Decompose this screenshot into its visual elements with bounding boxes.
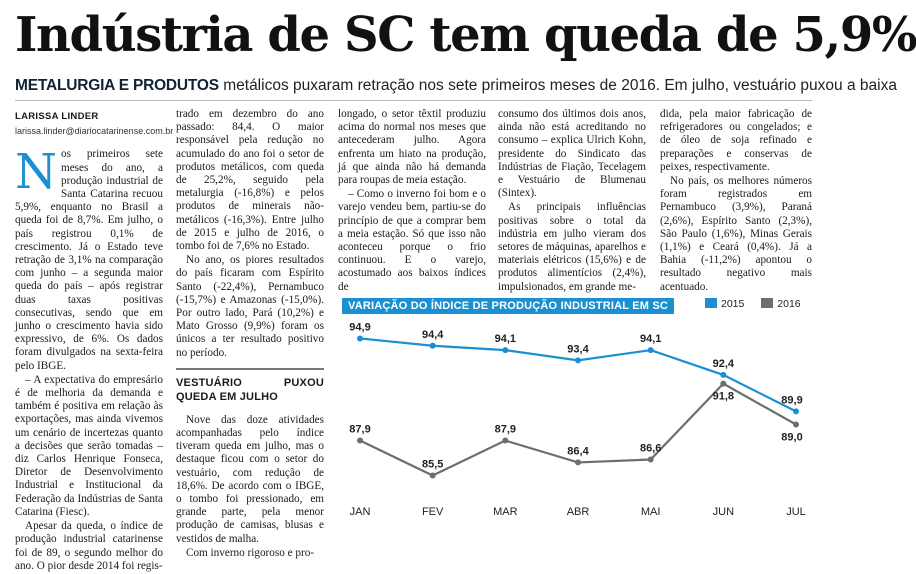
article-paragraph: Nove das doze atividades acompanhadas pelo índice tiveram queda em julho, mas o destaque ficou com o setor do vestuário, com redução de 18,6%. De acordo com o IBGE, o tombo foi pressionado, em grande parte, pela menor produção de camisas, blusas e vestidos de malha. [176,413,324,545]
article-paragraph: As principais influências positivas sobre o total da indústria em julho vieram dos setores de máquinas, aparelhos e materiais elétricos (15,6%) e de produtos alimentícios (2,4%), impulsionados, em grande me- [498,201,646,293]
data-label-2016: 89,0 [781,431,803,444]
article-paragraph: No ano, os piores resultados do país ficaram com Espírito Santo (-22,4%), Pernambuco (-15,7%) e Amazonas (-15,0%). Por outro lado, Pará (10,2%) e Mato Grosso (9,9%) foram os únicos a ter resultado positivo no período. [176,254,324,359]
data-point-2016 [648,457,654,463]
data-label-2016: 91,8 [712,390,735,403]
data-label-2016: 87,9 [349,423,371,436]
subhead-kicker: METALURGIA E PRODUTOS [15,77,219,94]
article-paragraph: Com inverno rigoroso e pro- [186,546,315,559]
x-tick-label: ABR [566,506,590,518]
x-tick-label: MAI [640,506,661,518]
headline: Indústria de SC tem queda de 5,9% [15,7,916,63]
article-paragraph: trado em dezembro do ano passado: 84,4. O maior responsável pela redução no acumulado do ano foi o setor de produtos metálicos, com queda de 25,2%, seguido pela metalurgia (-16,8%) e pelos produtos de minerais não-metálicos (-16,3%). Entre julho de 2015 e julho de 2016, o tombo foi de 7,6% no Estado. [176,108,324,253]
article-paragraph: Apesar da queda, o índice de produção industrial catarinense foi de 89, o segundo melhor do ano. O pior desde 2014 foi regis- [15,520,163,572]
data-point-2015 [793,408,799,414]
x-tick-label: JUN [712,506,735,518]
x-tick-label: JAN [349,506,371,518]
data-point-2016 [430,473,436,479]
data-point-2016 [575,459,581,465]
data-label-2015: 94,4 [421,328,444,341]
data-point-2015 [720,372,726,378]
section-title: VESTUÁRIO PUXOU QUEDA EM JULHO [176,368,324,404]
byline-email: larissa.linder@diariocatarinense.com.br [15,126,174,137]
data-point-2015 [357,335,363,341]
data-point-2016 [720,381,726,387]
data-label-2015: 94,9 [349,321,371,334]
data-label-2015: 94,1 [494,333,517,346]
chart-title: VARIAÇÃO DO ÍNDICE DE PRODUÇÃO INDUSTRIAL EM SC [342,298,674,314]
data-label-2016: 87,9 [494,423,517,436]
article-paragraph: dida, pela maior fabricação de refrigeradores ou congelados; e de óleo de soja refinado e preparações e conservas de peixes, respectivamente. [660,108,812,173]
data-label-2016: 85,5 [421,458,444,471]
data-label-2016: 86,6 [639,442,662,455]
data-point-2016 [793,422,799,428]
x-tick-label: FEV [421,506,444,518]
data-label-2016: 86,4 [567,445,589,458]
drop-cap: N [15,144,57,201]
data-point-2015 [575,357,581,363]
article-paragraph: No país, os melhores números foram registrados em Pernambuco (3,9%), Paraná (2,6%), Espírito Santo (2,3%), São Paulo (1,6%), Minas Gerais (1,1%) e Ceará (0,4%). Já a Bahia (-11,2%) apontou o resultado negativo mais acentuado. [660,175,812,293]
article-paragraph: – A expectativa do empresário é de melhoria da demanda e também é positiva em relação às exportações, mas ainda vivemos um cenário de incertezas quanto a decisões que serão tomadas – diz Carlos Henrique Fonseca, Diretor de Desenvolvimento Industrial e Institucional da Federação da Indústrias de Santa Catarina (Fiesc). [15,373,163,518]
paragraph-text: os primeiros sete meses do ano, a produção industrial de Santa Catarina recuou 5,9%, enquanto no Brasil a queda foi de 8,7%. Em julho, o país registrou 0,1% de crescimento. Já o Estado teve retração de 3,1% na comparação com junho – a segunda maior queda do país – após registrar duas taxas positivas consecutivas, sendo que em junho o crescimento havia sido expressivo, de 6%. Os dados foram divulgados na sexta-feira pelo IBGE. [15,148,163,372]
legend-label-2015: 2015 [721,298,745,310]
subhead-text: metálicos puxaram retração nos sete primeiros meses de 2016. Em julho, vestuário puxou a baixa [218,77,897,94]
byline-author: LARISSA LINDER [15,111,99,122]
article-paragraph: consumo dos últimos dois anos, ainda não está acreditando no consumo – explica Ulrich Kohn, presidente do Sindicato das Indústrias de Fiação, Tecelagem e Vestuário de Blumenau (Sintex). [498,108,646,200]
x-tick-label: JUL [786,506,806,518]
data-point-2016 [502,438,508,444]
data-point-2015 [648,347,654,353]
data-label-2015: 94,1 [639,333,662,346]
data-label-2015: 92,4 [712,357,735,370]
article-paragraph: – Como o inverno foi bom e o varejo vendeu bem, partiu-se do princípio de que a comprar bem a meia estação. Só que isso não aconteceu porque o frio continuou. E o varejo, acostumado aos baixos índices de [338,188,486,293]
data-point-2015 [430,343,436,349]
data-point-2015 [502,347,508,353]
data-point-2016 [357,438,363,444]
x-tick-label: MAR [493,506,518,518]
article-paragraph: longado, o setor têxtil produziu acima do normal nos meses que antecederam julho. Agora enfrenta um hiato na produção, já que ainda não há demanda para roupas de meia estação. [338,108,486,187]
data-label-2015: 89,9 [781,394,803,407]
data-label-2015: 93,4 [567,343,589,356]
legend-label-2016: 2016 [777,298,801,310]
